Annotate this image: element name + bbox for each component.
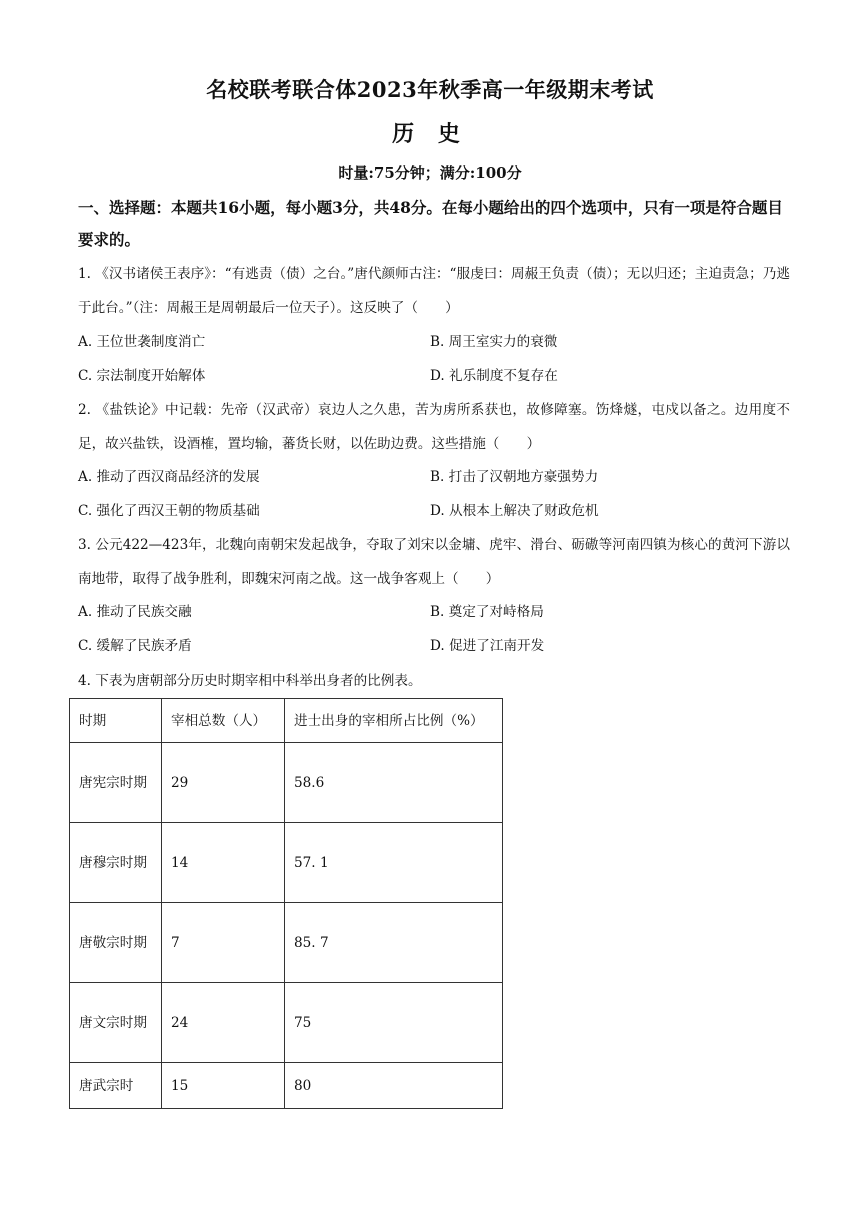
table-cell-ratio: 58.6 [285, 743, 503, 823]
question-3-option-c: C. 缓解了民族矛盾 [78, 638, 192, 654]
table-cell-ratio: 75 [285, 983, 503, 1063]
question-1-option-a: A. 王位世袭制度消亡 [78, 334, 206, 350]
table-row [70, 823, 503, 903]
table-row [70, 1063, 503, 1109]
question-2-stem: 2. 《盐铁论》中记载：先帝（汉武帝）哀边人之久患，苦为虏所系获也，故修障塞。饬烽燧，屯戍以备之。边用度不足，故兴盐铁，设酒榷，置均输，蕃货长财，以佐助边费。这些措施（ ） [78, 402, 790, 452]
question-2-option-c: C. 强化了西汉王朝的物质基础 [78, 503, 260, 519]
table-cell-total: 14 [162, 823, 285, 903]
table-cell-total: 7 [162, 903, 285, 983]
table-cell-total: 29 [162, 743, 285, 823]
question-2-option-d: D. 从根本上解决了财政危机 [430, 503, 599, 519]
table-cell-total: 24 [162, 983, 285, 1063]
table-cell-ratio: 57. 1 [285, 823, 503, 903]
table-header-cell: 进士出身的宰相所占比例（%） [285, 699, 503, 743]
question-1-option-d: D. 礼乐制度不复存在 [430, 368, 558, 384]
table-cell-ratio: 80 [285, 1063, 503, 1109]
section-heading: 一、选择题：本题共16小题，每小题3分，共48分。在每小题给出的四个选项中，只有一项是符合题目要求的。 [78, 198, 783, 249]
question-1-option-c: C. 宗法制度开始解体 [78, 368, 206, 384]
chancellor-ratio-table [69, 698, 503, 1109]
subject-title: 历 史 [392, 121, 468, 147]
question-3-option-a: A. 推动了民族交融 [78, 604, 192, 620]
question-3-option-b: B. 奠定了对峙格局 [430, 604, 544, 620]
question-2-option-b: B. 打击了汉朝地方豪强势力 [430, 469, 599, 485]
table-cell-period: 唐宪宗时期 [70, 743, 162, 823]
question-4-stem: 4. 下表为唐朝部分历史时期宰相中科举出身者的比例表。 [78, 673, 422, 689]
table-cell-ratio: 85. 7 [285, 903, 503, 983]
question-1-option-b: B. 周王室实力的衰微 [430, 334, 558, 350]
table-header-cell: 宰相总数（人） [162, 699, 285, 743]
table-cell-total: 15 [162, 1063, 285, 1109]
question-3-stem: 3. 公元422—423年，北魏向南朝宋发起战争，夺取了刘宋以金墉、虎牢、滑台、砺磝等河南四镇为核心的黄河下游以南地带，取得了战争胜利，即魏宋河南之战。这一战争客观上（ ） [78, 537, 790, 587]
table-header-row [70, 699, 503, 743]
question-3-option-d: D. 促进了江南开发 [430, 638, 545, 654]
table-header-cell: 时期 [70, 699, 162, 743]
table-row [70, 983, 503, 1063]
exam-title: 名校联考联合体2023年秋季高一年级期末考试 [206, 77, 654, 102]
table-row [70, 743, 503, 823]
question-1-stem: 1. 《汉书诸侯王表序》：“有逃责（债）之台。”唐代颜师古注：“服虔曰：周赧王负责（债）；无以归还；主迫责急；乃逃于此台。”（注：周赧王是周朝最后一位天子）。这反映了（ ） [78, 266, 790, 316]
table-cell-period: 唐文宗时期 [70, 983, 162, 1063]
table-row [70, 903, 503, 983]
question-2-option-a: A. 推动了西汉商品经济的发展 [78, 469, 260, 485]
time-info: 时量:75分钟；满分:100分 [338, 164, 522, 182]
table-cell-period: 唐敬宗时期 [70, 903, 162, 983]
table-cell-period: 唐武宗时 [70, 1063, 162, 1109]
table-cell-period: 唐穆宗时期 [70, 823, 162, 903]
